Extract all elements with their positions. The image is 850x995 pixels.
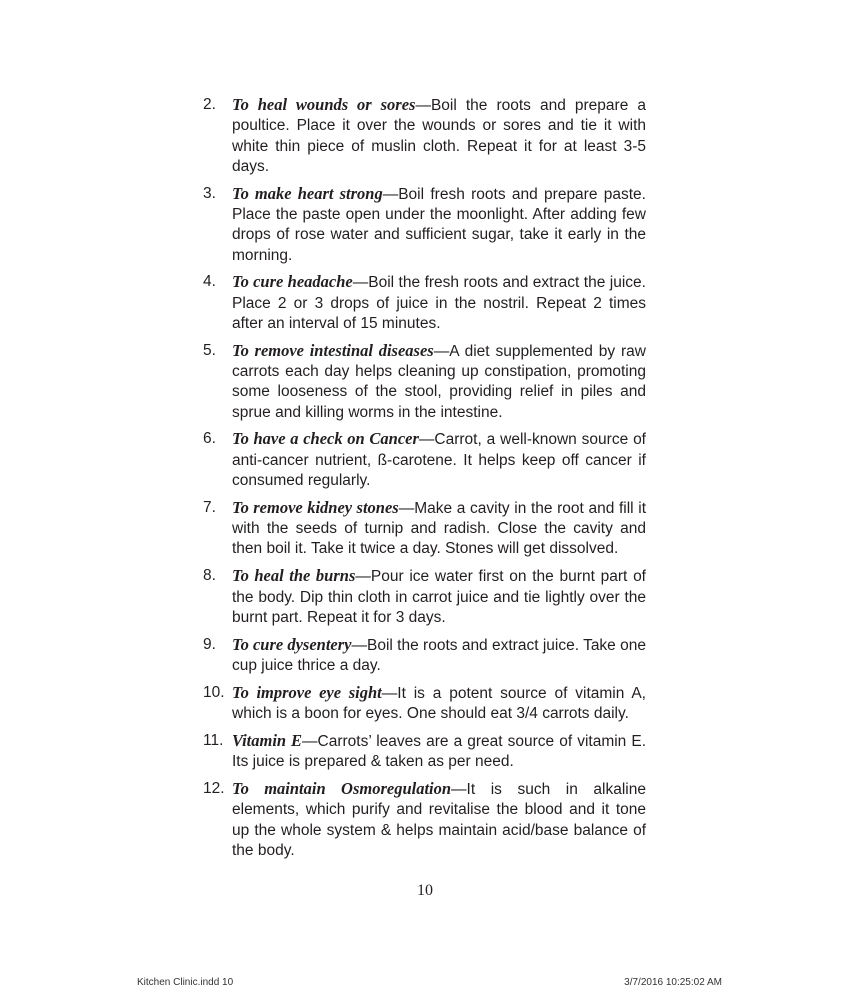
footer-timestamp: 3/7/2016 10:25:02 AM — [624, 977, 722, 988]
list-item: 3. To make heart strong—Boil fresh roots and prepare paste. Place the paste open under the moonlight. After adding few drops of rose water and sufficient sugar, take it early in the morning. — [203, 183, 646, 264]
item-heading: To improve eye sight — [232, 682, 382, 702]
item-heading: To cure headache — [232, 272, 353, 292]
item-number: 3. — [203, 184, 216, 202]
item-heading: To heal wounds or sores — [232, 95, 416, 114]
item-text: A diet supplemented by raw carrots each day helps cleaning up constipation, promoting some looseness of the stool, providing relief in piles and sprue and killing worms in the intestine. — [232, 342, 646, 421]
list-item: 8. To heal the burns—Pour ice water first on the burnt part of the body. Dip thin cloth in carrot juice and tie lightly over the burnt part. Repeat it for 3 days. — [203, 566, 646, 626]
item-heading: To remove intestinal diseases — [232, 340, 434, 360]
item-number: 2. — [203, 96, 216, 113]
remedy-list — [203, 95, 646, 868]
list-item: 12. To maintain Osmoregulation—It is such in alkaline elements, which purify and revitalise the blood and it tone up the whole system & helps maintain acid/base balance of the body. — [203, 778, 646, 859]
item-number: 12. — [203, 779, 225, 797]
item-text: Boil the roots and prepare a poultice. Place it over the wounds or sores and tie it with white thin piece of muslin cloth. Repeat it for at least 3-5 days. — [232, 97, 647, 175]
item-heading: To remove kidney stones — [232, 497, 399, 517]
item-text: Boil fresh roots and prepare paste. Place the paste open under the moonlight. After adding few drops of rose water and sufficient sugar, take it early in the morning. — [232, 185, 646, 264]
list-item: 10. To improve eye sight—It is a potent source of vitamin A, which is a boon for eyes. One should eat 3/4 carrots daily. — [203, 682, 646, 723]
item-heading: Vitamin E — [232, 730, 302, 750]
item-heading: To maintain Osmoregulation — [232, 778, 452, 798]
item-text: Carrots’ leaves are a great source of vitamin E. Its juice is prepared & taken as per need. — [232, 732, 646, 771]
item-text: Carrot, a well-known source of anti-cancer nutrient, ß-carotene. It helps keep off cancer if consumed regularly. — [232, 431, 646, 490]
list-item: 4. To cure headache—Boil the fresh roots and extract the juice. Place 2 or 3 drops of juice in the nostril. Repeat 2 times after an interval of 15 minutes. — [203, 272, 646, 332]
item-number: 10. — [203, 683, 225, 701]
item-heading: To heal the burns — [232, 566, 356, 586]
item-text: It is a potent source of vitamin A, which is a boon for eyes. One should eat 3/4 carrots daily. — [232, 684, 646, 723]
item-text: Pour ice water first on the burnt part of the body. Dip thin cloth in carrot juice and tie lightly over the burnt part. Repeat it for 3 days. — [232, 568, 646, 626]
item-number: 5. — [203, 341, 216, 359]
item-heading: To make heart strong — [232, 183, 383, 203]
item-number: 9. — [203, 635, 216, 653]
item-heading: To have a check on Cancer — [232, 429, 419, 449]
item-heading: To cure dysentery — [232, 634, 352, 654]
list-item: 9. To cure dysentery—Boil the roots and extract juice. Take one cup juice thrice a day. — [203, 634, 646, 674]
item-number: 4. — [203, 273, 216, 291]
footer-file-label: Kitchen Clinic.indd 10 — [137, 977, 234, 988]
item-number: 11. — [203, 731, 224, 749]
item-text: Boil the roots and extract juice. Take one cup juice thrice a day. — [232, 636, 646, 674]
list-item: 6. To have a check on Cancer—Carrot, a well-known source of anti-cancer nutrient, ß-carotene. It helps keep off cancer if consumed regularly. — [203, 429, 646, 490]
item-number: 8. — [203, 567, 216, 585]
item-text: Boil the fresh roots and extract the juice. Place 2 or 3 drops of juice in the nostril. Repeat 2 times after an interval of 15 minutes. — [232, 274, 646, 332]
item-text: It is such in alkaline elements, which purify and revitalise the blood and it tone up the whole system & helps maintain acid/base balance of the body. — [232, 780, 646, 859]
item-number: 6. — [203, 430, 216, 448]
item-text: Make a cavity in the root and fill it with the seeds of turnip and radish. Close the cavity and then boil it. Take it twice a day. Stones will get dissolved. — [232, 499, 646, 558]
page-number: 10 — [417, 882, 433, 899]
item-number: 7. — [203, 498, 216, 516]
list-item: 7. To remove kidney stones—Make a cavity in the root and fill it with the seeds of turnip and radish. Close the cavity and then boil it. Take it twice a day. Stones will get dissolved. — [203, 497, 646, 558]
list-item: 11. Vitamin E—Carrots’ leaves are a great source of vitamin E. Its juice is prepared & taken as per need. — [203, 730, 646, 771]
list-item: 5. To remove intestinal diseases—A diet supplemented by raw carrots each day helps cleaning up constipation, promoting some looseness of the stool, providing relief in piles and sprue and killing worms in the intestine. — [203, 340, 646, 421]
list-item: 2. To heal wounds or sores—Boil the roots and prepare a poultice. Place it over the wounds or sores and tie it with white thin piece of muslin cloth. Repeat it for at least 3-5 days. — [203, 95, 647, 175]
